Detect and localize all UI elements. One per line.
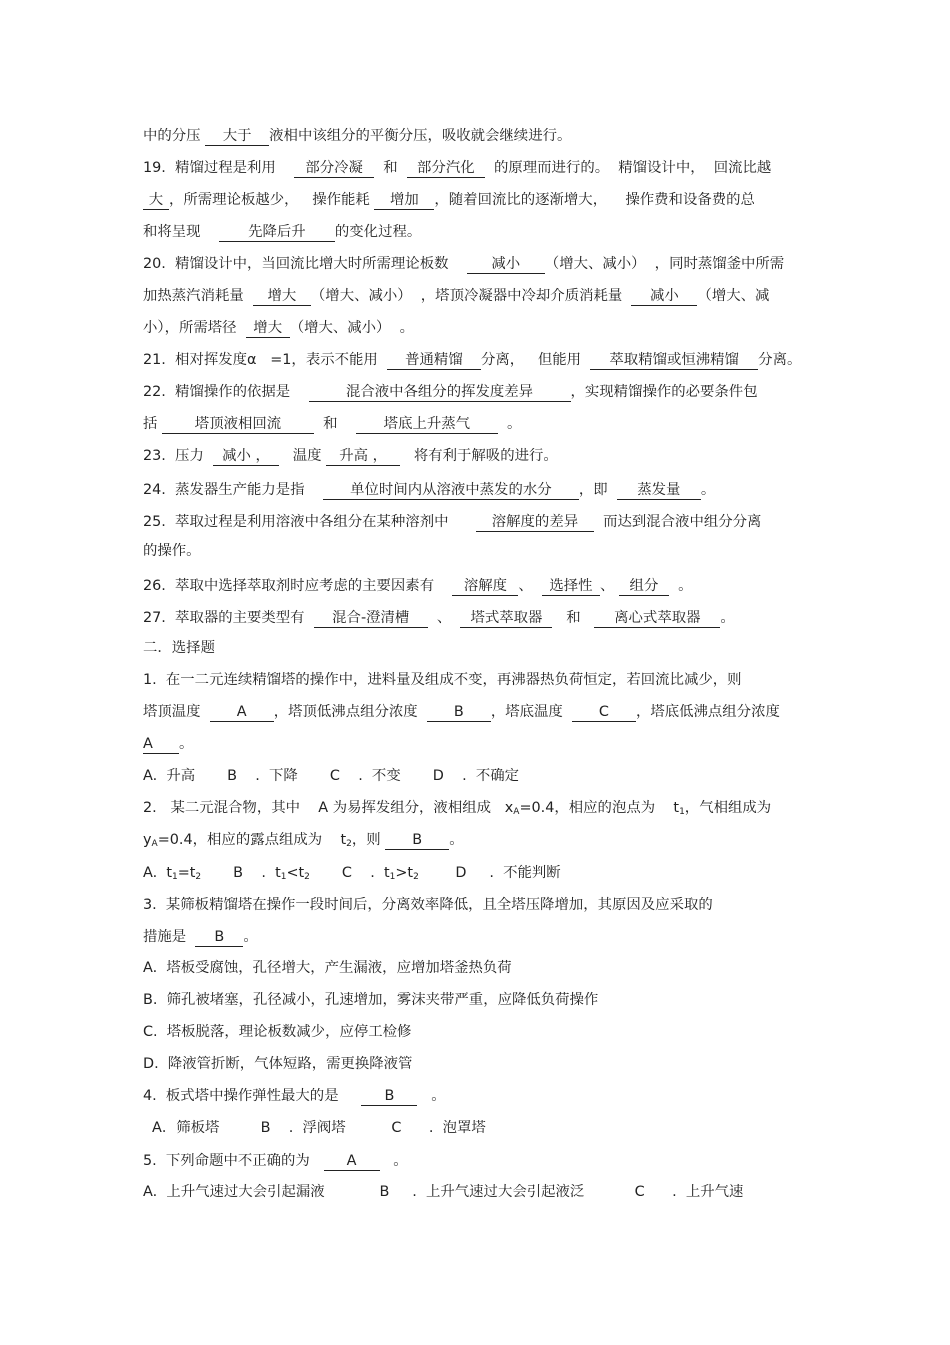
- answer-blank: 普通精馏: [387, 351, 481, 370]
- question-number: 20.: [143, 256, 166, 272]
- text: 。: [700, 482, 716, 498]
- c3-option-d: D. 降液管折断，气体短路，需更换降液管: [143, 1056, 413, 1072]
- q26-line: [143, 576, 693, 596]
- c2-options: [143, 863, 561, 883]
- q22-line-1: [143, 382, 758, 402]
- text: 温度: [292, 448, 322, 464]
- subscript: A: [513, 807, 520, 817]
- answer-blank: 离心式萃取器: [594, 609, 720, 628]
- text: 小），所需塔径: [143, 320, 237, 336]
- text: C . t: [341, 865, 390, 881]
- text: 。: [431, 1088, 446, 1104]
- text: 分离， 但能用: [480, 352, 582, 368]
- option-b: [233, 865, 310, 881]
- subscript: 2: [195, 872, 202, 882]
- option-c: [342, 865, 419, 881]
- text: 精馏过程是利用: [175, 160, 276, 176]
- question-number: 19.: [143, 160, 166, 176]
- text: 在一二元连续精馏塔的操作中，进料量及组成不变，再沸器热负荷恒定，若回流比减少，则: [165, 672, 742, 688]
- text: ，塔底低沸点组分浓度: [635, 704, 780, 720]
- question-number: 24.: [143, 482, 166, 498]
- text: ，塔顶低沸点组分浓度: [273, 704, 418, 720]
- answer-blank: A: [210, 703, 274, 722]
- text: 萃取中选择萃取剂时应考虑的主要因素有: [175, 578, 435, 594]
- option-d: D . 不能判断: [455, 865, 561, 881]
- answer-blank: 部分冷凝: [294, 159, 374, 178]
- text: 。: [243, 929, 258, 945]
- option-a: A. 上升气速过大会引起漏液: [143, 1184, 325, 1200]
- text: ，则: [351, 832, 381, 848]
- q19-line-2: [143, 190, 755, 210]
- subscript: 1: [171, 872, 178, 882]
- text: 。: [720, 610, 735, 626]
- text: 将有利于解吸的进行。: [413, 448, 558, 464]
- text: =t: [177, 865, 196, 881]
- q27-line: [143, 608, 735, 628]
- question-number: 26.: [143, 578, 166, 594]
- text: 相对挥发度α =1，表示不能用: [175, 352, 378, 368]
- subscript: 1: [389, 872, 396, 882]
- text: ，随着回流比的逐渐增大， 操作费和设备费的总: [434, 192, 755, 208]
- q20-line-2: [143, 286, 769, 306]
- answer-blank: 萃取精馏或恒沸精馏: [590, 351, 758, 370]
- question-number: 1.: [143, 672, 157, 688]
- text: 萃取过程是利用溶液中各组分在某种溶剂中: [175, 514, 449, 530]
- q19-line-3: [143, 222, 421, 242]
- answer-blank: 组分: [619, 577, 669, 596]
- text: 萃取器的主要类型有: [175, 610, 305, 626]
- answer-blank: 大于: [205, 127, 269, 146]
- text: A. t: [143, 865, 172, 881]
- answer-blank: A: [143, 735, 179, 754]
- question-number: 21.: [143, 352, 166, 368]
- subscript: A: [151, 839, 158, 849]
- c4-options: [152, 1118, 486, 1138]
- answer-blank: 减小: [631, 287, 697, 306]
- text: ，气相组成为: [684, 800, 772, 816]
- text: 板式塔中操作弹性最大的是: [165, 1088, 339, 1104]
- answer-blank: 溶解度的差异: [476, 513, 594, 532]
- c2-line-2: [143, 830, 464, 850]
- answer-blank: 溶解度: [452, 577, 518, 596]
- answer-blank: 塔底上升蒸气: [356, 415, 498, 434]
- text: >t: [395, 865, 414, 881]
- section-heading: 二．选择题: [143, 640, 215, 656]
- text: <t: [286, 865, 305, 881]
- c1-line-2: [143, 702, 780, 722]
- text: 、: [599, 578, 615, 594]
- answer-blank: 减小: [467, 255, 545, 274]
- c3-option-b: B. 筛孔被堵塞，孔径减小，孔速增加，雾沫夹带严重，应降低负荷操作: [143, 992, 599, 1008]
- answer-blank: 蒸发量: [617, 481, 701, 500]
- text: 、: [436, 610, 452, 626]
- c5-line-1: [143, 1151, 408, 1171]
- text: 和: [383, 160, 398, 176]
- text: 精馏操作的依据是: [175, 384, 291, 400]
- subscript: 1: [679, 807, 685, 817]
- c2-line-1: [143, 798, 771, 818]
- text: 某二元混合物，其中 A 为易挥发组分，液相组成: [170, 800, 491, 816]
- option-b: B . 下降: [227, 768, 298, 784]
- answer-blank: B: [427, 703, 491, 722]
- answer-blank: C: [572, 703, 636, 722]
- text: ，即: [578, 482, 608, 498]
- q21-line: [143, 350, 801, 370]
- text: 和: [323, 416, 338, 432]
- text: ，塔底温度: [490, 704, 563, 720]
- text: （增大、减: [697, 288, 770, 304]
- c3-line-1: [143, 895, 713, 915]
- text: 液相中该组分的平衡分压，吸收就会继续进行。: [269, 128, 572, 144]
- answer-blank: 选择性: [542, 577, 600, 596]
- answer-blank: 大: [143, 191, 169, 210]
- text: 塔顶温度: [143, 704, 201, 720]
- text: 。: [678, 578, 693, 594]
- text: 而达到混合液中组分分离: [603, 514, 762, 530]
- q23-line: [143, 446, 558, 466]
- answer-blank: 升高 ，: [326, 447, 400, 466]
- answer-blank: 塔顶液相回流: [162, 415, 314, 434]
- answer-blank: 增加: [374, 191, 434, 210]
- text: 下列命题中不正确的为: [165, 1153, 310, 1169]
- q25-line-1: [143, 512, 761, 532]
- question-number: 5.: [143, 1153, 157, 1169]
- answer-blank: B: [195, 928, 243, 947]
- text: （增大、减小） ，同时蒸馏釜中所需: [544, 256, 785, 272]
- text: 的变化过程。: [334, 224, 422, 240]
- option-b: B . 上升气速过大会引起液泛: [379, 1184, 585, 1200]
- text: 。: [179, 736, 194, 752]
- answer-blank: B: [385, 831, 449, 850]
- text: 加热蒸汽消耗量: [143, 288, 244, 304]
- answer-blank: 增大: [246, 319, 290, 338]
- text: 。: [507, 416, 522, 432]
- option-d: D . 不确定: [432, 768, 520, 784]
- q24-line: [143, 480, 715, 500]
- subscript: 2: [304, 872, 310, 882]
- text: 括: [143, 416, 158, 432]
- question-number: 25.: [143, 514, 166, 530]
- answer-blank: B: [361, 1087, 417, 1106]
- text: B . t: [233, 865, 281, 881]
- option-c: C . 上升气速: [634, 1184, 744, 1200]
- c3-line-2: [143, 927, 258, 947]
- question-number: 2.: [143, 800, 157, 816]
- c1-line-1: [143, 670, 742, 690]
- option-c: C . 不变: [329, 768, 401, 784]
- option-a: A. 升高: [143, 768, 196, 784]
- q18-tail-line: [143, 126, 571, 146]
- answer-blank: 单位时间内从溶液中蒸发的水分: [323, 481, 579, 500]
- text: ，实现精馏操作的必要条件包: [570, 384, 758, 400]
- text: =0.4，相应的泡点为 t: [519, 800, 680, 816]
- q25-line-2: [143, 541, 201, 561]
- subscript: 1: [280, 872, 287, 882]
- math-var: y: [143, 832, 152, 848]
- text: 分离。: [758, 352, 802, 368]
- question-number: 23.: [143, 448, 166, 464]
- text: 和: [566, 610, 581, 626]
- math-var: x: [504, 800, 514, 816]
- c5-options: [143, 1182, 743, 1202]
- text: 。: [449, 832, 464, 848]
- option-a: [143, 865, 201, 881]
- text: 措施是: [143, 929, 187, 945]
- question-number: 22.: [143, 384, 166, 400]
- text: 中的分压: [143, 128, 201, 144]
- c3-option-a: A. 塔板受腐蚀，孔径增大，产生漏液，应增加塔釜热负荷: [143, 960, 512, 976]
- text: 精馏设计中，当回流比增大时所需理论板数: [175, 256, 449, 272]
- question-number: 27.: [143, 610, 166, 626]
- text: 、: [518, 578, 533, 594]
- option-a: A．筛板塔: [152, 1120, 220, 1136]
- text: 的操作。: [143, 543, 201, 559]
- text: 压力: [175, 448, 204, 464]
- text: （增大、减小） 。: [289, 320, 414, 336]
- c4-line-1: [143, 1086, 446, 1106]
- option-c: C . 泡罩塔: [391, 1120, 486, 1136]
- text: （增大、减小） ，塔顶冷凝器中冷却介质消耗量: [310, 288, 623, 304]
- q22-line-2: [143, 414, 521, 434]
- question-number: 3.: [143, 897, 157, 913]
- text: 的原理而进行的。 精馏设计中， 回流比越: [493, 160, 772, 176]
- text: ，所需理论板越少， 操作能耗: [169, 192, 370, 208]
- answer-blank: 增大: [253, 287, 311, 306]
- text: 蒸发器生产能力是指: [175, 482, 305, 498]
- answer-blank: 塔式萃取器: [460, 609, 552, 628]
- q20-line-1: [143, 254, 784, 274]
- answer-blank: 先降后升: [219, 223, 335, 242]
- answer-blank: 部分汽化: [407, 159, 485, 178]
- c3-option-c: C. 塔板脱落，理论板数减少，应停工检修: [143, 1024, 412, 1040]
- c1-line-3: [143, 734, 193, 754]
- subscript: 2: [413, 872, 419, 882]
- text: 和将呈现: [143, 224, 201, 240]
- q19-line-1: [143, 158, 771, 178]
- c1-options: [143, 766, 519, 786]
- text: 。: [393, 1153, 408, 1169]
- text: 某筛板精馏塔在操作一段时间后，分离效率降低，且全塔压降增加，其原因及应采取的: [165, 897, 713, 913]
- subscript: 2: [346, 839, 352, 849]
- answer-blank: 混合液中各组分的挥发度差异: [309, 383, 571, 402]
- question-number: 4.: [143, 1088, 157, 1104]
- answer-blank: 减小 ，: [213, 447, 279, 466]
- answer-blank: 混合-澄清槽: [314, 609, 428, 628]
- option-b: B . 浮阀塔: [260, 1120, 346, 1136]
- answer-blank: A: [324, 1152, 380, 1171]
- text: =0.4，相应的露点组成为 t: [157, 832, 347, 848]
- q20-line-3: [143, 318, 414, 338]
